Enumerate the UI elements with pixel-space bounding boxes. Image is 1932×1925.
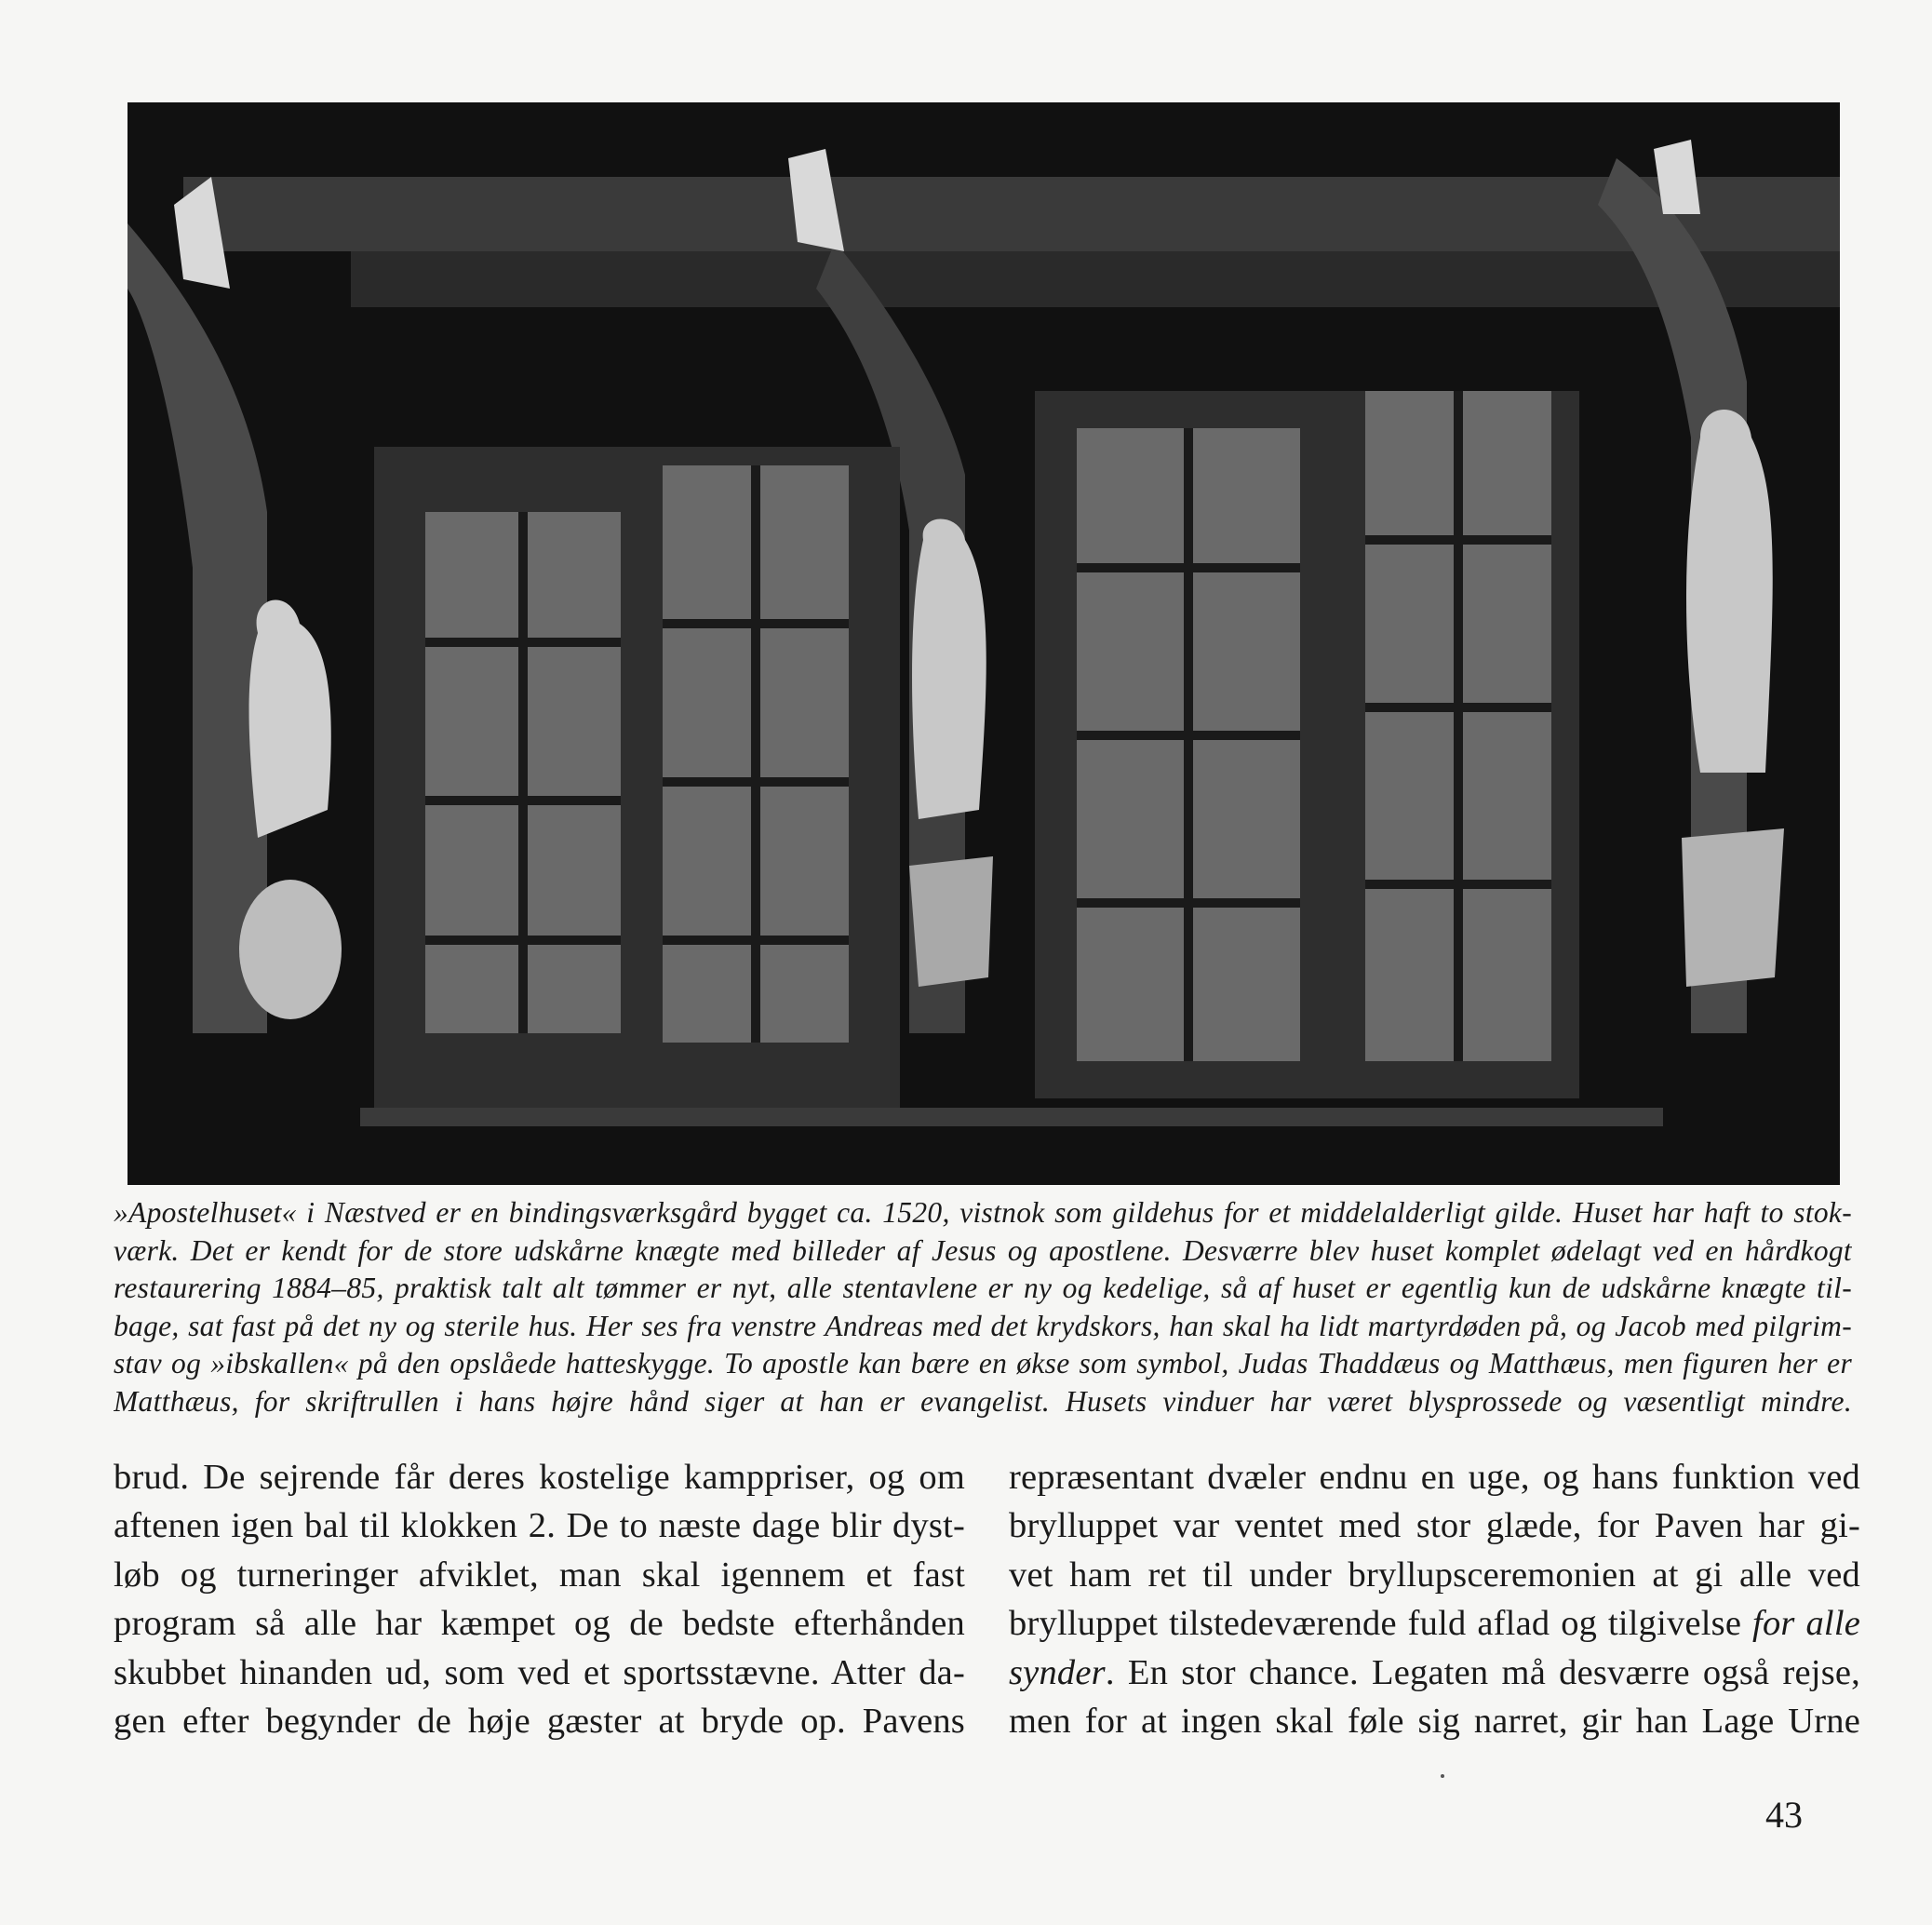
body-line: brylluppet var ventet med stor glæde, for Paven har gi-	[1009, 1506, 1860, 1546]
body-line: gen efter begynder de høje gæster at bryde op. Pavens	[114, 1702, 965, 1742]
photo-caption	[114, 1194, 1852, 1421]
body-text: . En stor chance. Legaten må desværre også rejse,	[1105, 1652, 1860, 1692]
body-line: brud. De sejrende får deres kostelige kamppriser, og om	[114, 1458, 965, 1497]
body-line: aftenen igen bal til klokken 2. De to næste dage blir dyst-	[114, 1506, 965, 1546]
page-number: 43	[1765, 1794, 1803, 1836]
page-mark	[1441, 1774, 1444, 1778]
italic-phrase: synder	[1009, 1652, 1106, 1692]
italic-phrase: for alle	[1752, 1604, 1860, 1644]
body-column-left	[114, 1453, 965, 1745]
body-line: vet ham ret til under bryllupsceremonien at gi alle ved	[1009, 1555, 1860, 1595]
caption-line: stav og »ibskallen« på den opslåede hatteskygge. To apostle kan bære en økse som symbol, Judas Thaddæus og Matthæus, men figuren her er	[114, 1347, 1852, 1380]
body-line: program så alle har kæmpet og de bedste efterhånden	[114, 1604, 965, 1644]
caption-line: Matthæus, for skriftrullen i hans højre hånd siger at han er evangelist. Husets vinduer har været blysprossede og væsentligt mindre.	[114, 1384, 1852, 1418]
body-text: brylluppet tilstedeværende fuld aflad og tilgivelse	[1009, 1604, 1742, 1644]
caption-line: værk. Det er kendt for de store udskårne knægte med billeder af Jesus og apostlene. Desværre blev huset komplet ødelagt ved en hårdkogt	[114, 1233, 1852, 1267]
body-line: repræsentant dvæler endnu en uge, og hans funktion ved	[1009, 1458, 1860, 1497]
body-line: skubbet hinanden ud, som ved et sportsstævne. Atter da-	[114, 1652, 965, 1692]
body-column-right	[1009, 1453, 1860, 1745]
caption-line: restaurering 1884–85, praktisk talt alt tømmer er nyt, alle stentavlene er ny og kedelige, så af huset er egentlig kun de udskårne knægte til-	[114, 1272, 1852, 1305]
body-line-mixed	[1009, 1649, 1860, 1697]
body-line: løb og turneringer afviklet, man skal igennem et fast	[114, 1555, 965, 1595]
body-line-mixed	[1009, 1599, 1860, 1648]
caption-line: bage, sat fast på det ny og sterile hus. Her ses fra venstre Andreas med det krydskors, han skal ha lidt martyrdøden på, og Jacob med pilgrim-	[114, 1309, 1852, 1342]
facade-photo	[127, 102, 1840, 1185]
body-line: men for at ingen skal føle sig narret, gir han Lage Urne	[1009, 1702, 1860, 1742]
carved-facade-photo	[127, 102, 1840, 1185]
caption-line: »Apostelhuset« i Næstved er en bindingsværksgård bygget ca. 1520, vistnok som gildehus for et middelalderligt gilde. Huset har haft to stok-	[114, 1196, 1852, 1229]
